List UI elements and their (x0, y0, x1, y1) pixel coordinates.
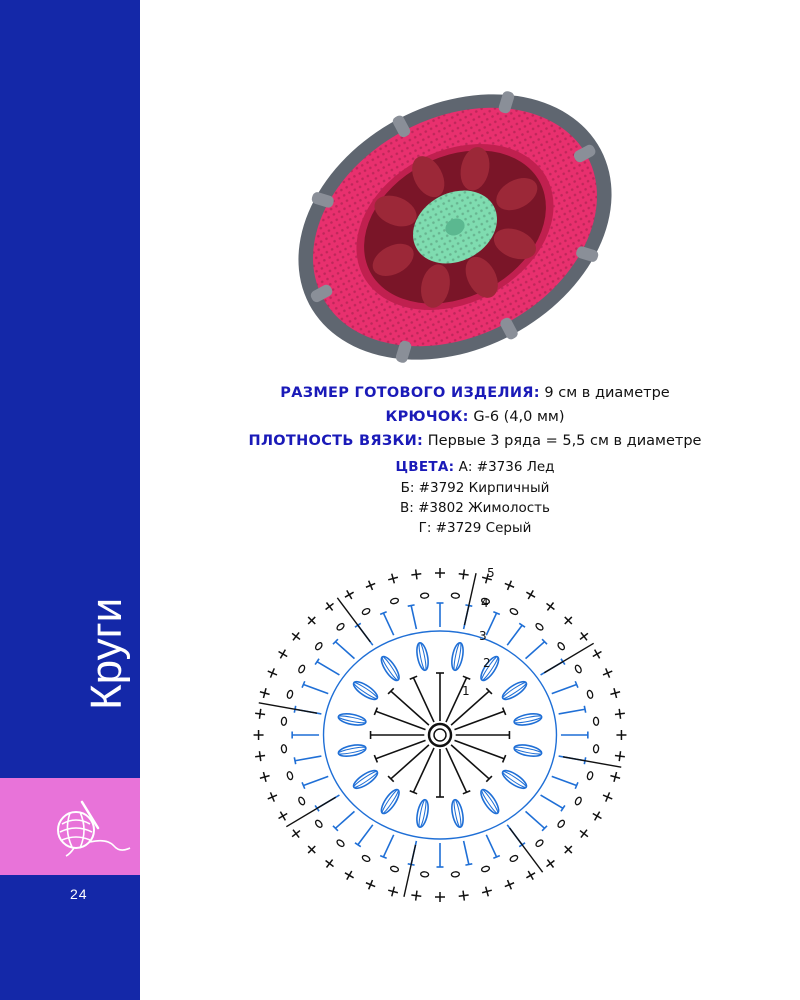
center-ring (429, 724, 451, 746)
round3-stitch-top (294, 757, 295, 764)
round4-loop (336, 622, 345, 631)
round2-puff (513, 712, 542, 727)
round2-puff (478, 787, 502, 816)
sidebar (0, 0, 140, 1000)
round3-stitch (358, 825, 373, 845)
round3-stitch-top (408, 605, 415, 606)
round5-stitch-cross (459, 895, 469, 896)
round3-stitch-top (584, 706, 585, 713)
round3-stitch (303, 684, 328, 693)
round3-stitch (383, 835, 393, 857)
size-line (150, 385, 800, 401)
round3-stitch (526, 642, 545, 659)
round5-stitch-cross (619, 709, 620, 719)
round4-loop (286, 690, 293, 699)
colors-label: ЦВЕТА: (395, 459, 455, 475)
round4-loop (420, 593, 428, 599)
round4-loop (336, 839, 345, 848)
round5-stitch-cross (259, 751, 260, 761)
gauge-value: Первые 3 ряда = 5,5 см в диаметре (423, 433, 702, 449)
round3-stitch (507, 625, 522, 645)
round3-stitch (295, 756, 321, 761)
gauge-label: ПЛОТНОСТЬ ВЯЗКИ: (248, 433, 424, 449)
round4-loop (420, 871, 428, 877)
hook-label: КРЮЧОК: (385, 409, 469, 425)
round4-loop (557, 819, 566, 828)
round2-ring (324, 631, 557, 839)
round1-stitch (376, 711, 426, 729)
round4-loop (281, 744, 287, 752)
round5-stitch-cross (293, 830, 299, 838)
round3-stitch-top (465, 864, 472, 865)
size-label: РАЗМЕР ГОТОВОГО ИЗДЕЛИЯ: (280, 385, 540, 401)
round2-puff-inner (453, 642, 462, 670)
round4-loop (314, 642, 323, 651)
round3-stitch (486, 835, 496, 857)
round4-loop (557, 642, 566, 651)
hook-value: G-6 (4,0 мм) (468, 409, 565, 425)
round5-stitch-cross (345, 592, 354, 597)
round4-loop (314, 819, 323, 828)
round2-puff (337, 712, 366, 727)
round5-stitch-cross (595, 812, 600, 821)
round3-stitch-top (355, 843, 361, 847)
round5-stitch-cross (619, 751, 620, 761)
round3-stitch (464, 841, 469, 865)
round1-stitch (446, 748, 467, 792)
round5-long-stitch (259, 703, 317, 713)
round4-loop (451, 871, 459, 877)
round5-stitch-cross (411, 574, 421, 575)
section-title: Круги (82, 597, 131, 710)
round1-stitch (391, 691, 429, 725)
motif-photo (285, 90, 625, 365)
round5-stitch-cross (546, 860, 554, 866)
round5-stitch-cross (581, 632, 587, 640)
round4-loop (390, 597, 399, 604)
round5-stitch-cross (459, 574, 469, 575)
round3-stitch (552, 776, 577, 785)
round4-loop (586, 771, 593, 780)
round3-stitch (317, 662, 339, 675)
round5-stitch-cross (326, 860, 334, 866)
round4-loop (509, 607, 518, 615)
round1-stitch (376, 740, 426, 758)
round2-puff-inner (338, 715, 366, 724)
round1-stitch (451, 745, 489, 779)
round5-stitch-cross (411, 895, 421, 896)
round2-puff (450, 642, 465, 671)
round2-puff (337, 743, 366, 758)
round2-puff-inner (453, 799, 462, 827)
round1-stitch (454, 740, 504, 758)
round2-puff-inner (418, 799, 427, 827)
round5-stitch-cross (546, 603, 554, 609)
page-number: 24 (70, 886, 88, 902)
round5-long-stitch (286, 797, 335, 826)
round2-puff-inner (514, 715, 542, 724)
round5-stitch-cross (595, 650, 600, 659)
round5-long-stitch (510, 828, 543, 872)
round3-stitch (486, 613, 496, 635)
hook-line (150, 409, 800, 425)
round-label: 2 (483, 656, 491, 670)
round-label: 5 (487, 566, 495, 580)
round5-long-stitch (337, 598, 370, 642)
round5-stitch-cross (293, 632, 299, 640)
round3-stitch (335, 811, 354, 828)
round-label: 4 (481, 596, 489, 610)
round2-puff (378, 787, 402, 816)
round3-stitch (526, 811, 545, 828)
size-value: 9 см в диаметре (539, 385, 670, 401)
round5-long-stitch (563, 757, 621, 767)
round3-stitch (559, 709, 585, 714)
color-a: А: #3736 Лед (454, 459, 555, 475)
round4-loop (574, 796, 582, 805)
center-ring-inner (434, 729, 446, 741)
round3-stitch (541, 795, 563, 808)
round5-stitch-cross (280, 650, 285, 659)
round4-loop (535, 622, 544, 631)
round2-puff (513, 743, 542, 758)
round5-long-stitch (544, 643, 593, 672)
yarn-ball-icon (52, 798, 132, 858)
round4-loop (535, 839, 544, 848)
round4-loop (298, 796, 306, 805)
round4-loop (593, 717, 599, 725)
round-label: 3 (479, 629, 487, 643)
round2-puff (500, 768, 529, 792)
round2-puff (500, 679, 529, 703)
round4-loop (593, 744, 599, 752)
round2-puff (351, 768, 380, 792)
round5-stitch-cross (259, 709, 260, 719)
round5-stitch-cross (526, 873, 535, 878)
round5-stitch-cross (581, 830, 587, 838)
round1-stitch (454, 711, 504, 729)
round4-loop (509, 854, 518, 862)
colors-line (150, 459, 800, 475)
round2-puff-inner (338, 746, 366, 755)
round5-stitch-cross (526, 592, 535, 597)
round5-stitch-cross (345, 873, 354, 878)
gauge-line (150, 433, 800, 449)
color-d: Г: #3729 Серый (418, 520, 532, 536)
round4-loop (451, 593, 459, 599)
round3-stitch (552, 684, 577, 693)
round3-stitch (411, 606, 416, 630)
round-label: 1 (462, 684, 470, 698)
round5-stitch-cross (326, 603, 334, 609)
round4-loop (281, 717, 287, 725)
round5-long-stitch (404, 845, 416, 897)
round4-loop (574, 664, 582, 673)
round3-stitch (335, 642, 354, 659)
round1-stitch (451, 691, 489, 725)
round5-stitch-cross (280, 812, 285, 821)
round1-stitch (391, 745, 429, 779)
round4-loop (361, 607, 370, 615)
round3-stitch-top (519, 623, 525, 627)
round4-loop (390, 865, 399, 872)
round4-loop (361, 854, 370, 862)
round4-loop (298, 664, 306, 673)
round5-long-stitch (464, 573, 476, 625)
round2-puff-inner (514, 746, 542, 755)
round2-puff (415, 642, 430, 671)
round4-loop (286, 771, 293, 780)
round2-puff (351, 679, 380, 703)
round1-stitch (413, 678, 434, 722)
round3-stitch (383, 613, 393, 635)
color-c: В: #3802 Жимолость (400, 500, 550, 516)
round2-puff-inner (418, 642, 427, 670)
round2-puff (415, 799, 430, 828)
crochet-chart (225, 555, 665, 935)
round2-puff (378, 654, 402, 683)
round3-stitch (303, 776, 328, 785)
color-b: Б: #3792 Кирпичный (400, 480, 550, 496)
round4-loop (481, 865, 490, 872)
round1-stitch (413, 748, 434, 792)
round2-puff (450, 799, 465, 828)
round4-loop (586, 690, 593, 699)
